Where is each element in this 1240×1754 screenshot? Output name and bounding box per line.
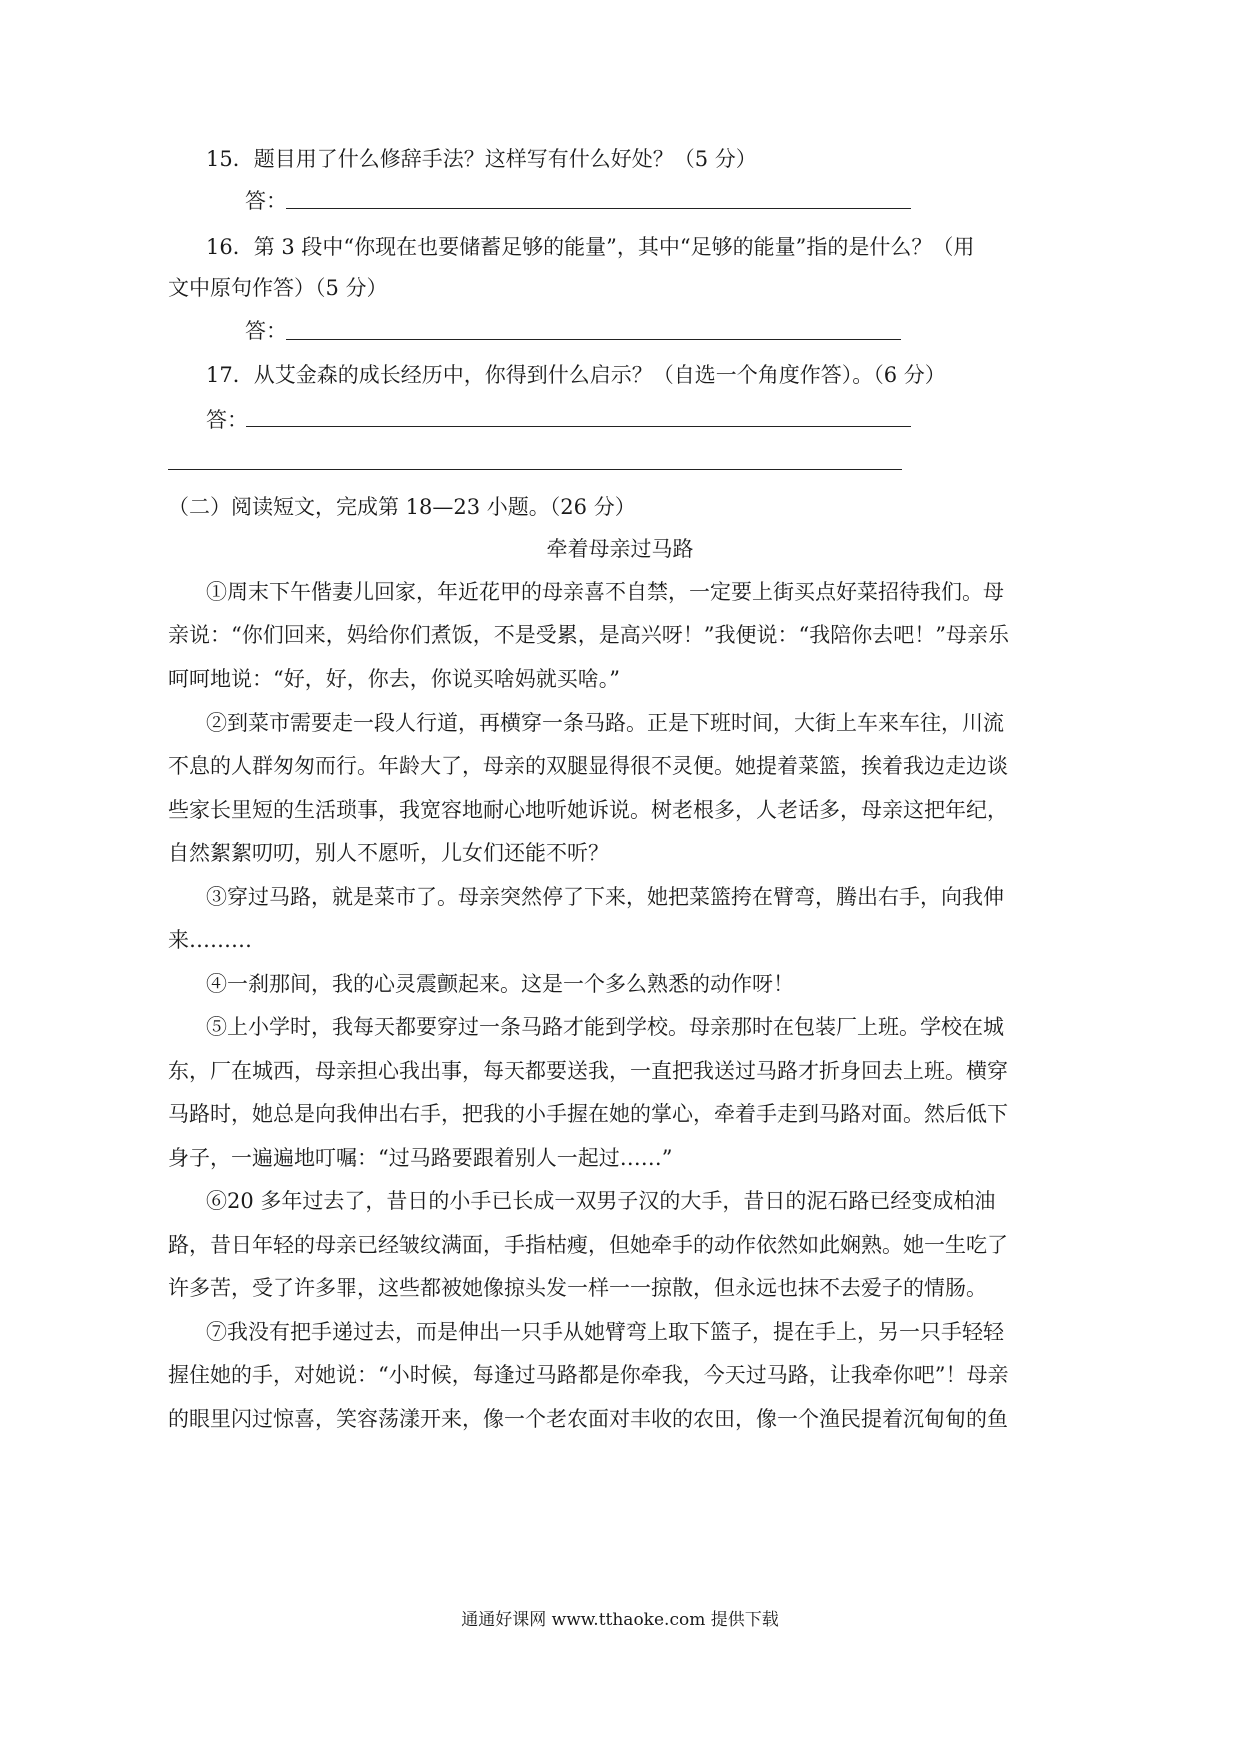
paragraph-4-line: ④一刹那间，我的心灵震颤起来。这是一个多么熟悉的动作呀！ — [206, 972, 794, 996]
paragraph-1-line: 亲说：“你们回来，妈给你们煮饭，不是受累，是高兴呀！”我便说：“我陪你去吧！”母亲乐 — [168, 623, 1009, 647]
paragraph-5-line: ⑤上小学时，我每天都要穿过一条马路才能到学校。母亲那时在包装厂上班。学校在城 — [206, 1015, 1004, 1039]
paragraph-5-line: 身子，一遍遍地叮嘱：“过马路要跟着别人一起过……” — [168, 1146, 673, 1170]
paragraph-7-line: 握住她的手，对她说：“小时候，每逢过马路都是你牵我，今天过马路，让我牵你吧”！母亲 — [168, 1363, 1009, 1387]
paragraph-6-line: 许多苦，受了许多罪，这些都被她像掠头发一样一一掠散，但永远也抹不去爱子的情肠。 — [168, 1276, 987, 1300]
paragraph-7-line: ⑦我没有把手递过去，而是伸出一只手从她臂弯上取下篮子，提在手上，另一只手轻轻 — [206, 1320, 1004, 1344]
paragraph-6-line: ⑥20 多年过去了，昔日的小手已长成一双男子汉的大手，昔日的泥石路已经变成柏油 — [206, 1189, 996, 1213]
paragraph-1-line: ①周末下午偕妻儿回家，年近花甲的母亲喜不自禁，一定要上街买点好菜招待我们。母 — [206, 580, 1004, 604]
passage-title: 牵着母亲过马路 — [546, 537, 694, 561]
paragraph-7-line: 的眼里闪过惊喜，笑容荡漾开来，像一个老农面对丰收的农田，像一个渔民提着沉甸甸的鱼 — [168, 1407, 1008, 1431]
answer-line-17b — [168, 469, 902, 470]
section-header: （二）阅读短文，完成第 18—23 小题。（26 分） — [168, 495, 636, 519]
paragraph-3-line: 来……… — [168, 928, 252, 952]
paragraph-1-line: 呵呵地说：“好，好，你去，你说买啥妈就买啥。” — [168, 667, 620, 691]
answer-label-15: 答： — [245, 189, 287, 213]
paragraph-6-line: 路，昔日年轻的母亲已经皱纹满面，手指枯瘦，但她牵手的动作依然如此娴熟。她一生吃了 — [168, 1233, 1008, 1257]
answer-line-15 — [286, 208, 911, 209]
page-footer: 通通好课网 www.tthaoke.com 提供下载 — [461, 1610, 779, 1630]
paragraph-3-line: ③穿过马路，就是菜市了。母亲突然停了下来，她把菜篮挎在臂弯，腾出右手，向我伸 — [206, 885, 1004, 909]
paragraph-2-line: 自然絮絮叨叨，别人不愿听，儿女们还能不听？ — [168, 841, 609, 865]
answer-line-17a — [246, 426, 911, 427]
question-15: 15．题目用了什么修辞手法？这样写有什么好处？（5 分） — [206, 147, 757, 171]
question-16-line2: 文中原句作答）（5 分） — [168, 276, 388, 300]
paragraph-2-line: 不息的人群匆匆而行。年龄大了，母亲的双腿显得很不灵便。她提着菜篮，挨着我边走边谈 — [168, 754, 1008, 778]
answer-line-16 — [286, 339, 901, 340]
paragraph-2-line: 些家长里短的生活琐事，我宽容地耐心地听她诉说。树老根多，人老话多，母亲这把年纪， — [168, 798, 1008, 822]
question-16-line1: 16．第 3 段中“你现在也要储蓄足够的能量”，其中“足够的能量”指的是什么？（用 — [206, 235, 975, 259]
answer-label-17: 答： — [206, 408, 248, 432]
paragraph-5-line: 东，厂在城西，母亲担心我出事，每天都要送我，一直把我送过马路才折身回去上班。横穿 — [168, 1059, 1008, 1083]
question-17: 17．从艾金森的成长经历中，你得到什么启示？（自选一个角度作答）。（6 分） — [206, 363, 946, 387]
answer-label-16: 答： — [245, 319, 287, 343]
paragraph-5-line: 马路时，她总是向我伸出右手，把我的小手握在她的掌心，牵着手走到马路对面。然后低下 — [168, 1102, 1008, 1126]
paragraph-2-line: ②到菜市需要走一段人行道，再横穿一条马路。正是下班时间，大街上车来车往，川流 — [206, 711, 1004, 735]
